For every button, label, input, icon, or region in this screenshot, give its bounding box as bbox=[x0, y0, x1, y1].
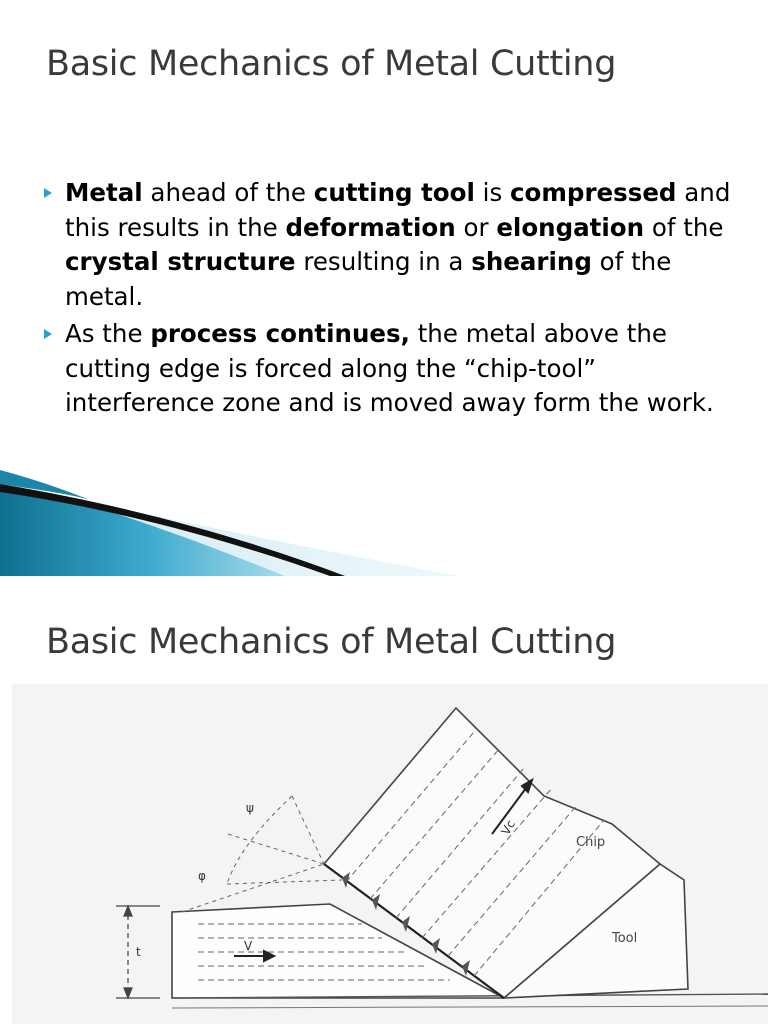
label-v: V bbox=[244, 939, 253, 953]
term: cutting tool bbox=[313, 178, 475, 207]
term: compressed bbox=[510, 178, 677, 207]
label-tool: Tool bbox=[612, 931, 638, 946]
decorative-swoosh bbox=[0, 470, 768, 576]
slide-title: Basic Mechanics of Metal Cutting bbox=[46, 44, 617, 84]
term: process continues, bbox=[150, 319, 410, 348]
term: crystal structure bbox=[65, 247, 296, 276]
bullet-item bbox=[44, 317, 744, 421]
bullet-item bbox=[44, 176, 744, 314]
slide-2 bbox=[0, 592, 768, 1024]
bullet-text: Metal ahead of the cutting tool is compressed and this results in the deformation or elongation of the crystal structure resulting in a shearing of the metal. bbox=[65, 178, 731, 311]
label-vc: Vc bbox=[498, 817, 519, 838]
bullet-arrow-icon bbox=[44, 329, 52, 339]
term: shearing bbox=[471, 247, 592, 276]
label-psi: ψ bbox=[246, 801, 254, 815]
bullet-text: As the process continues, the metal above the cutting edge is forced along the “chip-tool” interference zone and is moved away form the work. bbox=[65, 319, 714, 417]
term: deformation bbox=[285, 212, 456, 242]
bullet-list bbox=[44, 176, 744, 424]
slide-separator bbox=[0, 576, 768, 592]
cutting-diagram bbox=[12, 684, 768, 1024]
slide-title: Basic Mechanics of Metal Cutting bbox=[46, 622, 617, 662]
label-chip: Chip bbox=[576, 835, 606, 850]
term: Metal bbox=[65, 178, 143, 207]
label-t: t bbox=[136, 945, 141, 959]
term: elongation bbox=[496, 212, 645, 242]
label-phi: φ bbox=[198, 869, 206, 883]
bullet-arrow-icon bbox=[44, 188, 52, 198]
